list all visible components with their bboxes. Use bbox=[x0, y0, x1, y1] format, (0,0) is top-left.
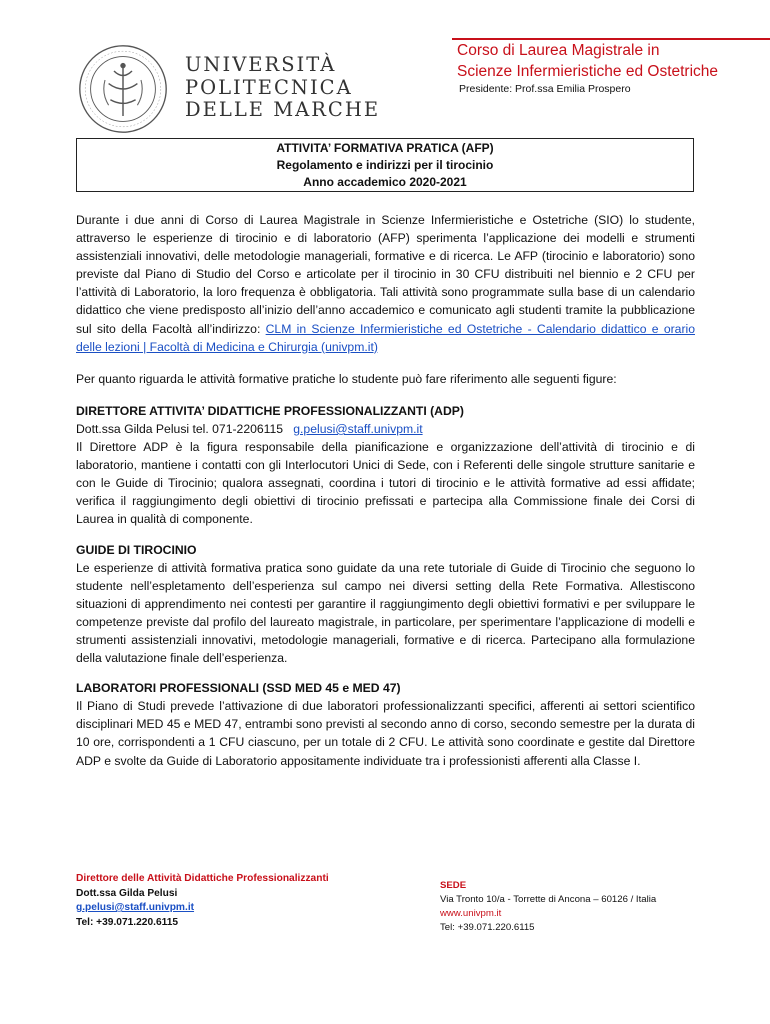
guide-section-title: GUIDE DI TIROCINIO bbox=[76, 542, 197, 557]
president: Presidente: Prof.ssa Emilia Prospero bbox=[459, 83, 631, 95]
adp-section-title: DIRETTORE ATTIVITA’ DIDATTICHE PROFESSIONALIZZANTI (ADP) bbox=[76, 403, 464, 418]
title-line-3: Anno accademico 2020-2021 bbox=[303, 175, 467, 189]
adp-email-link[interactable]: g.pelusi@staff.univpm.it bbox=[293, 421, 423, 436]
footer-director bbox=[76, 872, 329, 930]
footer-director-name: Dott.ssa Gilda Pelusi bbox=[76, 887, 178, 899]
title-line-1: ATTIVITA’ FORMATIVA PRATICA (AFP) bbox=[276, 141, 494, 155]
lab-section-title: LABORATORI PROFESSIONALI (SSD MED 45 e MED 47) bbox=[76, 681, 401, 696]
footer-sede-address: Via Tronto 10/a - Torrette di Ancona – 60126 / Italia bbox=[440, 894, 657, 905]
university-name bbox=[185, 54, 380, 122]
calendar-link[interactable]: CLM in Scienze Infermieristiche ed Ostetriche - Calendario didattico e orario delle lezioni | Facoltà di Medicina e Chirurgia (univpm.it) bbox=[76, 321, 695, 354]
footer-director-role: Direttore delle Attività Didattiche Professionalizzanti bbox=[76, 873, 329, 884]
adp-contact: Dott.ssa Gilda Pelusi tel. 071-2206115 bbox=[76, 421, 284, 436]
adp-description: Il Direttore ADP è la figura responsabile della pianificazione e organizzazione dell’attività di tirocinio e di laboratorio, mantiene i contatti con gli Interlocutori Unici di Sede, con i Referenti delle singole strutture sanitarie e con le Guide di Tirocinio; qualora assegnati, coordina i tutori di tirocinio e le attività formative ad essi affidate; verifica il raggiungimento degli obiettivi di tirocinio prefissati e partecipa alla Commissione finale dei Corsi di Laurea in qualità di componente. bbox=[76, 440, 695, 527]
university-name-line-3: DELLE MARCHE bbox=[185, 98, 381, 121]
footer-director-tel: Tel: +39.071.220.6115 bbox=[76, 916, 179, 928]
course-name-line-1: Corso di Laurea Magistrale in bbox=[457, 42, 660, 59]
lab-description: Il Piano di Studi prevede l’attivazione di due laboratori professionalizzanti specifici, afferenti ai settori scientifico disciplinari MED 45 e MED 47, entrambi sono previsti al secondo anno di corso, secondo semestre per la durata di 10 ore, corrispondenti a 1 CFU ciascuno, per un totale di 2 CFU. Le attività sono coordinate e gestite dal Direttore ADP e svolte da Guide di Laboratorio appositamente individuate tra i professionisti afferenti alla Classe I. bbox=[76, 699, 695, 768]
document-title-box bbox=[76, 138, 694, 192]
university-name-line-2: POLITECNICA bbox=[185, 75, 353, 99]
intro-paragraph bbox=[76, 211, 695, 356]
university-name-line-1: UNIVERSITÀ bbox=[185, 53, 337, 76]
figures-intro: Per quanto riguarda le attività formative pratiche lo studente può fare riferimento alle seguenti figure: bbox=[76, 371, 617, 386]
footer-director-email[interactable]: g.pelusi@staff.univpm.it bbox=[76, 902, 195, 913]
document-body bbox=[76, 211, 695, 770]
title-line-2: Regolamento e indirizzi per il tirocinio bbox=[276, 158, 494, 172]
course-name bbox=[457, 40, 718, 82]
footer-sede-tel: Tel: +39.071.220.6115 bbox=[440, 922, 535, 933]
adp-contact-line bbox=[76, 420, 695, 438]
course-name-line-2: Scienze Infermieristiche ed Ostetriche bbox=[457, 63, 719, 80]
university-seal-logo bbox=[78, 44, 168, 134]
footer-sede-website[interactable]: www.univpm.it bbox=[440, 908, 502, 919]
guide-description: Le esperienze di attività formativa pratica sono guidate da una rete tutoriale di Guide di Tirocinio che seguono lo studente nell’espletamento dell’esperienza sul campo nei diversi setting della Rete Formativa. Allestiscono situazioni di apprendimento nei contesti per garantire il raggiungimento degli obiettivi formativi e per sviluppare le competenze previste dal profilo del laureato magistrale, in particolare, per sperimentare l’applicazione di modelli e strumenti assistenziali innovativi, metodologie manageriali, formative e di ricerca. Partecipano alla formulazione della valutazione finale dell’esperienza. bbox=[76, 560, 695, 666]
footer-sede bbox=[440, 879, 656, 935]
footer-sede-label: SEDE bbox=[440, 880, 467, 891]
intro-text: Durante i due anni di Corso di Laurea Magistrale in Scienze Infermieristiche e Ostetriche (SIO) lo studente, attraverso le esperienze di tirocinio e di laboratorio (AFP) sperimenta l’applicazione dei modelli e strumenti assistenziali innovativi, delle metodologie manageriali, formative e di ricerca. Le AFP (tirocinio e laboratorio) sono previste dal Piano di Studio del Corso e articolate per il tirocinio in 30 CFU distribuiti nel biennio e 2 CFU per l’attività di Laboratorio, la loro frequenza è obbligatoria. Tali attività sono programmate sulla base di un calendario didattico che viene predisposto all’inizio dell’anno accademico e comunicato agli studenti tramite la pubblicazione sul sito della Facoltà all’indirizzo: bbox=[76, 213, 695, 336]
